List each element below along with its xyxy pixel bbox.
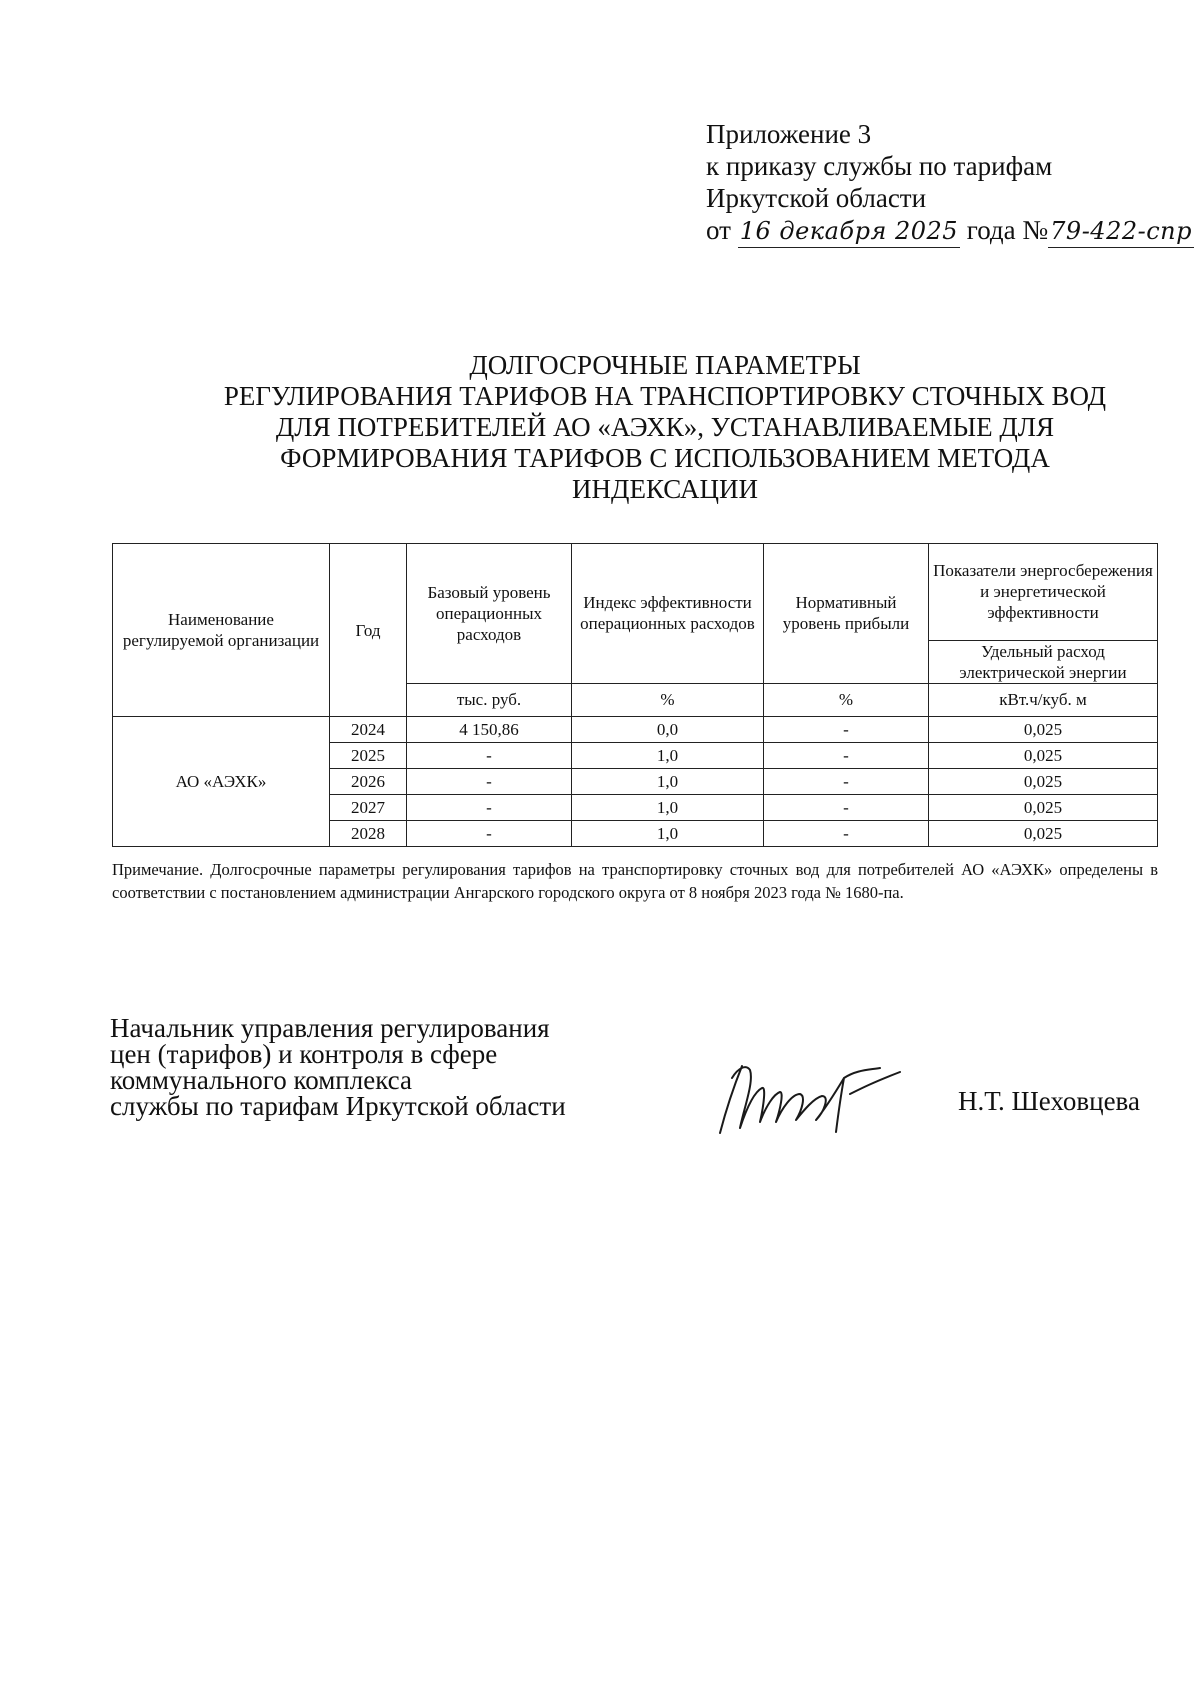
title-line: ФОРМИРОВАНИЯ ТАРИФОВ С ИСПОЛЬЗОВАНИЕМ МЕТОДА xyxy=(280,443,1050,473)
signatory-position xyxy=(110,1015,566,1119)
appendix-number: Приложение 3 xyxy=(706,119,872,149)
cell-base: - xyxy=(407,743,572,769)
date-prefix: от xyxy=(706,215,731,245)
position-line: Начальник управления регулирования xyxy=(110,1013,550,1043)
cell-profit: - xyxy=(764,769,929,795)
appendix-date-line xyxy=(706,214,1194,248)
handwritten-signature-icon xyxy=(712,1048,912,1138)
cell-base: 4 150,86 xyxy=(407,717,572,743)
cell-energy: 0,025 xyxy=(929,795,1158,821)
parameters-table xyxy=(112,543,1158,847)
cell-index: 1,0 xyxy=(572,821,764,847)
cell-index: 1,0 xyxy=(572,769,764,795)
cell-year: 2027 xyxy=(330,795,407,821)
document-title xyxy=(200,350,1130,505)
appendix-header xyxy=(706,118,1194,248)
cell-energy: 0,025 xyxy=(929,821,1158,847)
cell-profit: - xyxy=(764,795,929,821)
cell-profit: - xyxy=(764,717,929,743)
title-line: ДОЛГОСРОЧНЫЕ ПАРАМЕТРЫ xyxy=(469,350,861,380)
cell-profit: - xyxy=(764,743,929,769)
position-line: коммунального комплекса xyxy=(110,1065,412,1095)
table-note xyxy=(112,858,1158,904)
cell-energy: 0,025 xyxy=(929,769,1158,795)
unit-energy: кВт.ч/куб. м xyxy=(929,683,1158,716)
title-line: ДЛЯ ПОТРЕБИТЕЛЕЙ АО «АЭХК», УСТАНАВЛИВАЕМЫЕ ДЛЯ xyxy=(275,412,1055,442)
date-middle: года № xyxy=(966,215,1049,245)
appendix-order-ref: к приказу службы по тарифам xyxy=(706,151,1053,181)
header-energy-consumption: Удельный расход электрической энергии xyxy=(929,640,1158,683)
header-year: Год xyxy=(330,544,407,717)
header-energy-group: Показатели энергосбережения и энергетической эффективности xyxy=(929,544,1158,641)
position-line: цен (тарифов) и контроля в сфере xyxy=(110,1039,498,1069)
position-line: службы по тарифам Иркутской области xyxy=(110,1091,566,1121)
header-organization: Наименование регулируемой организации xyxy=(113,544,330,717)
handwritten-order-number: 79-422-спр xyxy=(1048,215,1194,248)
cell-index: 1,0 xyxy=(572,743,764,769)
cell-profit: - xyxy=(764,821,929,847)
cell-year: 2024 xyxy=(330,717,407,743)
header-profit-level: Нормативный уровень прибыли xyxy=(764,544,929,684)
note-text: Примечание. Долгосрочные параметры регулирования тарифов на транспортировку сточных вод для потребителей АО «АЭХК» определены в соответствии с постановлением администрации Ангарского городского округа от 8 ноября 2023 года № 1680-па. xyxy=(112,860,1158,902)
cell-energy: 0,025 xyxy=(929,743,1158,769)
cell-base: - xyxy=(407,795,572,821)
table-row xyxy=(113,717,1158,743)
table-header-row xyxy=(113,544,1158,641)
cell-base: - xyxy=(407,821,572,847)
unit-base: тыс. руб. xyxy=(407,683,572,716)
cell-year: 2028 xyxy=(330,821,407,847)
title-line: РЕГУЛИРОВАНИЯ ТАРИФОВ НА ТРАНСПОРТИРОВКУ СТОЧНЫХ ВОД xyxy=(223,381,1107,411)
handwritten-date: 16 декабря 2025 xyxy=(738,215,960,248)
title-line: ИНДЕКСАЦИИ xyxy=(572,474,758,504)
signatory-name: Н.Т. Шеховцева xyxy=(958,1086,1140,1116)
unit-index: % xyxy=(572,683,764,716)
cell-energy: 0,025 xyxy=(929,717,1158,743)
header-base-level: Базовый уровень операционных расходов xyxy=(407,544,572,684)
header-efficiency-index: Индекс эффективности операционных расходов xyxy=(572,544,764,684)
cell-base: - xyxy=(407,769,572,795)
appendix-region: Иркутской области xyxy=(706,183,927,213)
cell-index: 1,0 xyxy=(572,795,764,821)
cell-index: 0,0 xyxy=(572,717,764,743)
organization-cell: АО «АЭХК» xyxy=(113,717,330,847)
cell-year: 2025 xyxy=(330,743,407,769)
cell-year: 2026 xyxy=(330,769,407,795)
unit-profit: % xyxy=(764,683,929,716)
